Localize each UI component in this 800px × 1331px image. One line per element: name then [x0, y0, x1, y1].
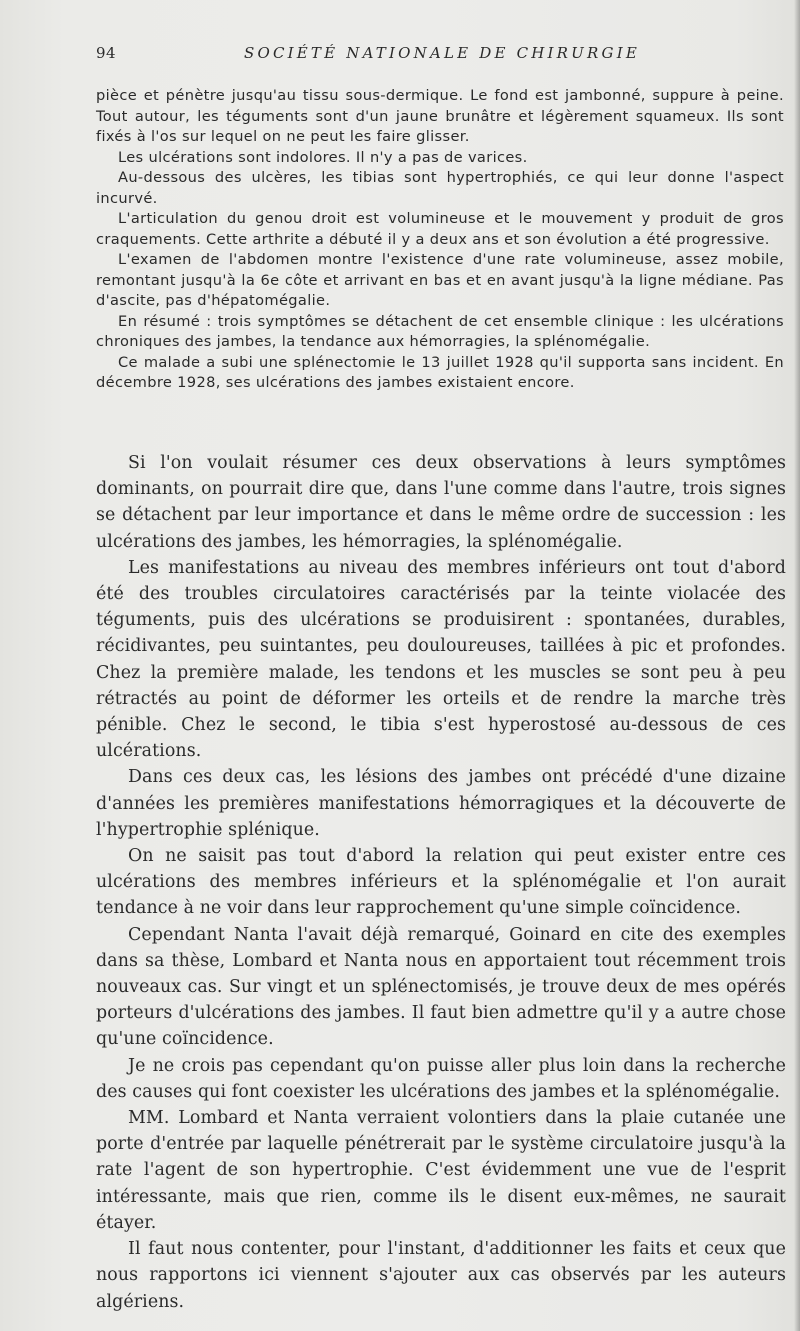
- body-paragraph: Cependant Nanta l'avait déjà remarqué, Goinard en cite des exemples dans sa thèse, Lombard et Nanta nous en apportaient tout récemment trois nouveaux cas. Sur vingt et un splénectomisés, je trouve deux de mes opérés porteurs d'ulcérations des jambes. Il faut bien admettre qu'il y a autre chose qu'une coïncidence.: [96, 924, 786, 1050]
- body-paragraph: Les manifestations au niveau des membres inférieurs ont tout d'abord été des troubles circulatoires caractérisés par la teinte violacée des téguments, puis des ulcérations se produisirent : spontanées, durables, récidivantes, peu suintantes, peu douloureuses, taillées à pic et profondes. Chez la première malade, les tendons et les muscles se sont peu à peu rétractés au point de déformer les orteils et de rendre la marche très pénible. Chez le second, le tibia s'est hyperostosé au-dessous de ces ulcérations.: [96, 557, 786, 762]
- running-header: [96, 44, 716, 68]
- page-number: 94: [96, 44, 117, 62]
- case-paragraph: Au-dessous des ulcères, les tibias sont hypertrophiés, ce qui leur donne l'aspect incurvé.: [96, 169, 784, 207]
- case-paragraph: pièce et pénètre jusqu'au tissu sous-dermique. Le fond est jambonné, suppure à peine. Tout autour, les téguments sont d'un jaune brunâtre et légèrement squameux. Ils sont fixés à l'os sur lequel on ne peut les faire glisser.: [96, 87, 784, 145]
- body-paragraph: On ne saisit pas tout d'abord la relation qui peut exister entre ces ulcérations des membres inférieurs et la splénomégalie et l'on aurait tendance à ne voir dans leur rapprochement qu'une simple coïncidence.: [96, 846, 786, 919]
- case-paragraph: L'examen de l'abdomen montre l'existence d'une rate volumineuse, assez mobile, remontant jusqu'à la 6e côte et arrivant en bas et en avant jusqu'à la ligne médiane. Pas d'ascite, pas d'hépatomégalie.: [96, 251, 784, 309]
- running-title: SOCIÉTÉ NATIONALE DE CHIRURGIE: [244, 44, 640, 62]
- body-paragraph: Je ne crois pas cependant qu'on puisse aller plus loin dans la recherche des causes qui font coexister les ulcérations des jambes et la splénomégalie.: [96, 1055, 786, 1102]
- case-paragraph: Les ulcérations sont indolores. Il n'y a pas de varices.: [118, 148, 528, 166]
- body-paragraph: Il faut nous contenter, pour l'instant, d'additionner les faits et ceux que nous rapportons ici viennent s'ajouter aux cas observés par les auteurs algériens.: [96, 1239, 786, 1312]
- case-paragraph: L'articulation du genou droit est volumineuse et le mouvement y produit de gros craquements. Cette arthrite a débuté il y a deux ans et son évolution a été progressive.: [96, 210, 784, 248]
- case-paragraph: Ce malade a subi une splénectomie le 13 juillet 1928 qu'il supporta sans incident. En décembre 1928, ses ulcérations des jambes existaient encore.: [96, 353, 784, 391]
- main-text-block: [96, 450, 786, 1315]
- body-paragraph: Dans ces deux cas, les lésions des jambes ont précédé d'une dizaine d'années les premières manifestations hémorragiques et la découverte de l'hypertrophie splénique.: [96, 767, 786, 840]
- body-paragraph: Si l'on voulait résumer ces deux observations à leurs symptômes dominants, on pourrait dire que, dans l'une comme dans l'autre, trois signes se détachent par leur importance et dans le même ordre de succession : les ulcérations des jambes, les hémorragies, la splénomégalie.: [96, 453, 786, 552]
- page-edge-shadow: [794, 0, 800, 1331]
- body-paragraph: MM. Lombard et Nanta verraient volontiers dans la plaie cutanée une porte d'entrée par laquelle pénétrerait par le système circulatoire jusqu'à la rate l'agent de son hypertrophie. C'est évidemment une vue de l'esprit intéressante, mais que rien, comme ils le disent eux-mêmes, ne saurait étayer.: [96, 1108, 786, 1233]
- case-report-block: [96, 86, 784, 394]
- case-paragraph: En résumé : trois symptômes se détachent de cet ensemble clinique : les ulcérations chroniques des jambes, la tendance aux hémorragies, la splénomégalie.: [96, 312, 784, 350]
